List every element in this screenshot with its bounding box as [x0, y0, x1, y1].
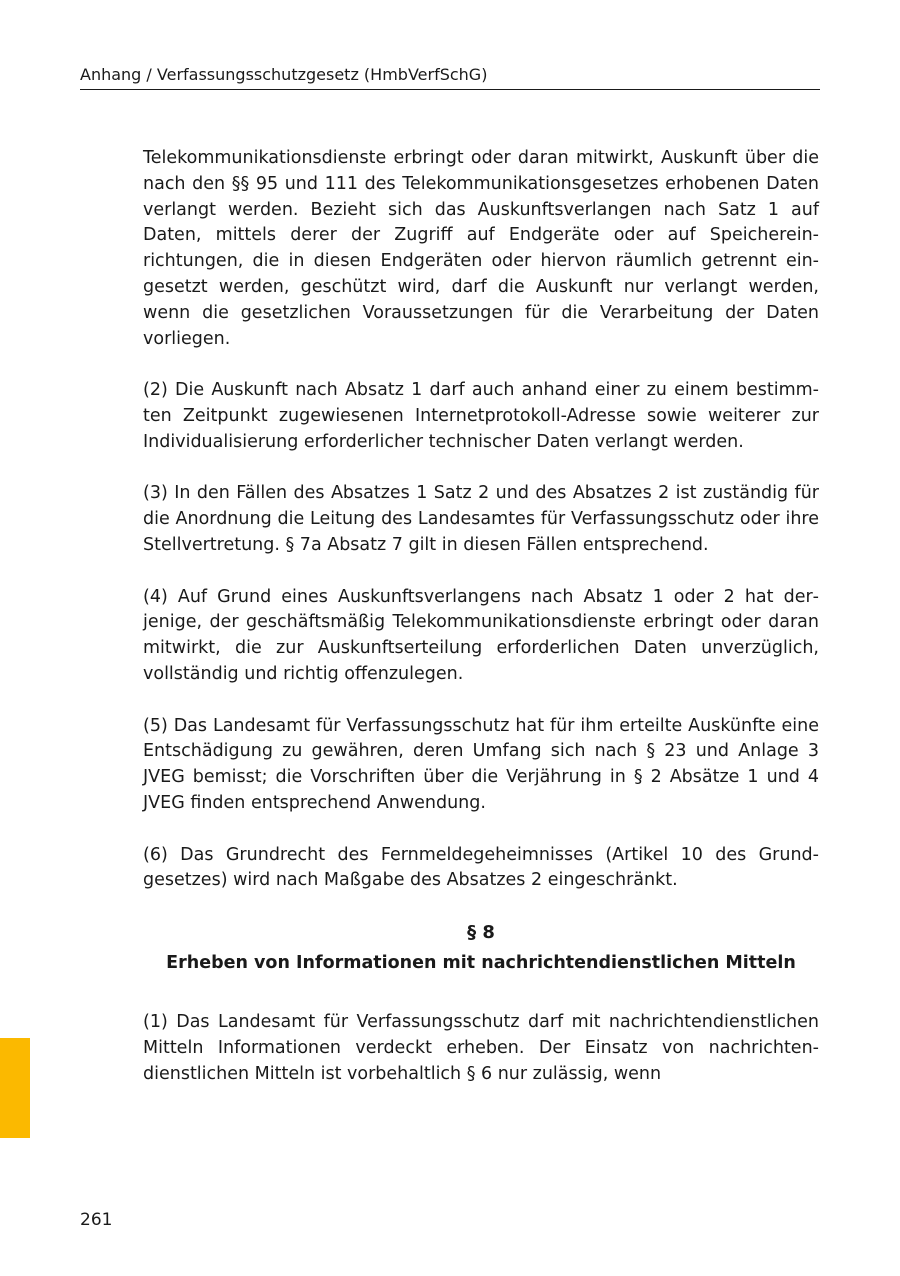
paragraph-3: (3) In den Fällen des Absatzes 1 Satz 2 und des Absatzes 2 ist zuständig für die Anordnung die Leitung des Landesamtes für Verfassungsschutz oder ihre Stellvertretung. § 7a Absatz 7 gilt in diesen Fällen entsprechend.: [143, 483, 819, 555]
paragraph-5: (5) Das Landesamt für Verfassungsschutz hat für ihm erteilte Auskünfte eine Entschädigung zu gewähren, deren Umfang sich nach § 23 und Anlage 3 JVEG bemisst; die Vorschriften über die Verjährung in § 2 Absätze 1 und 4 JVEG finden entsprechend Anwendung.: [143, 715, 819, 813]
page-body: [143, 146, 819, 1113]
paragraph-2: (2) Die Auskunft nach Absatz 1 darf auch anhand einer zu einem bestimmten Zeitpunkt zugewiesenen Internetprotokoll-Adresse sowie weiterer zur Individualisierung erforderlicher technischer Daten verlangt werden.: [143, 380, 819, 452]
section-title: Erheben von Informationen mit nachrichtendienstlichen Mitteln: [166, 952, 796, 973]
chapter-thumb-tab: [0, 1038, 30, 1138]
paragraph-4: (4) Auf Grund eines Auskunftsverlangens nach Absatz 1 oder 2 hat derjenige, der geschäftsmäßig Telekommunikationsdienste erbringt oder daran mitwirkt, die zur Auskunftserteilung erforderlichen Daten unverzüglich, vollständig und richtig offenzulegen.: [143, 586, 819, 684]
paragraph-6: (6) Das Grundrecht des Fernmeldegeheimnisses (Artikel 10 des Grundgesetzes) wird nach Maßgabe des Absatzes 2 eingeschränkt.: [143, 844, 819, 891]
paragraph-continuation: Telekommunikationsdienste erbringt oder daran mitwirkt, Auskunft über die nach den §§ 95 und 111 des Telekommunikationsgesetzes erhobenen Daten verlangt werden. Bezieht sich das Auskunftsverlangen nach Satz 1 auf Daten, mittels derer der Zugriff auf Endgeräte oder auf Speichereinrichtungen, die in diesen Endgeräten oder hiervon räumlich getrennt eingesetzt werden, geschützt wird, darf die Auskunft nur verlangt werden, wenn die gesetzlichen Voraussetzungen für die Verarbeitung der Daten vorliegen.: [143, 148, 819, 349]
section-number: § 8: [467, 921, 495, 943]
section-paragraph-1: (1) Das Landesamt für Verfassungsschutz darf mit nachrichtendienstlichen Mitteln Informationen verdeckt erheben. Der Einsatz von nachrichtendienstlichen Mitteln ist vorbehaltlich § 6 nur zulässig, wenn: [143, 1011, 819, 1084]
page-number: 261: [80, 1210, 113, 1230]
running-header: Anhang / Verfassungsschutzgesetz (HmbVerfSchG): [80, 64, 820, 90]
